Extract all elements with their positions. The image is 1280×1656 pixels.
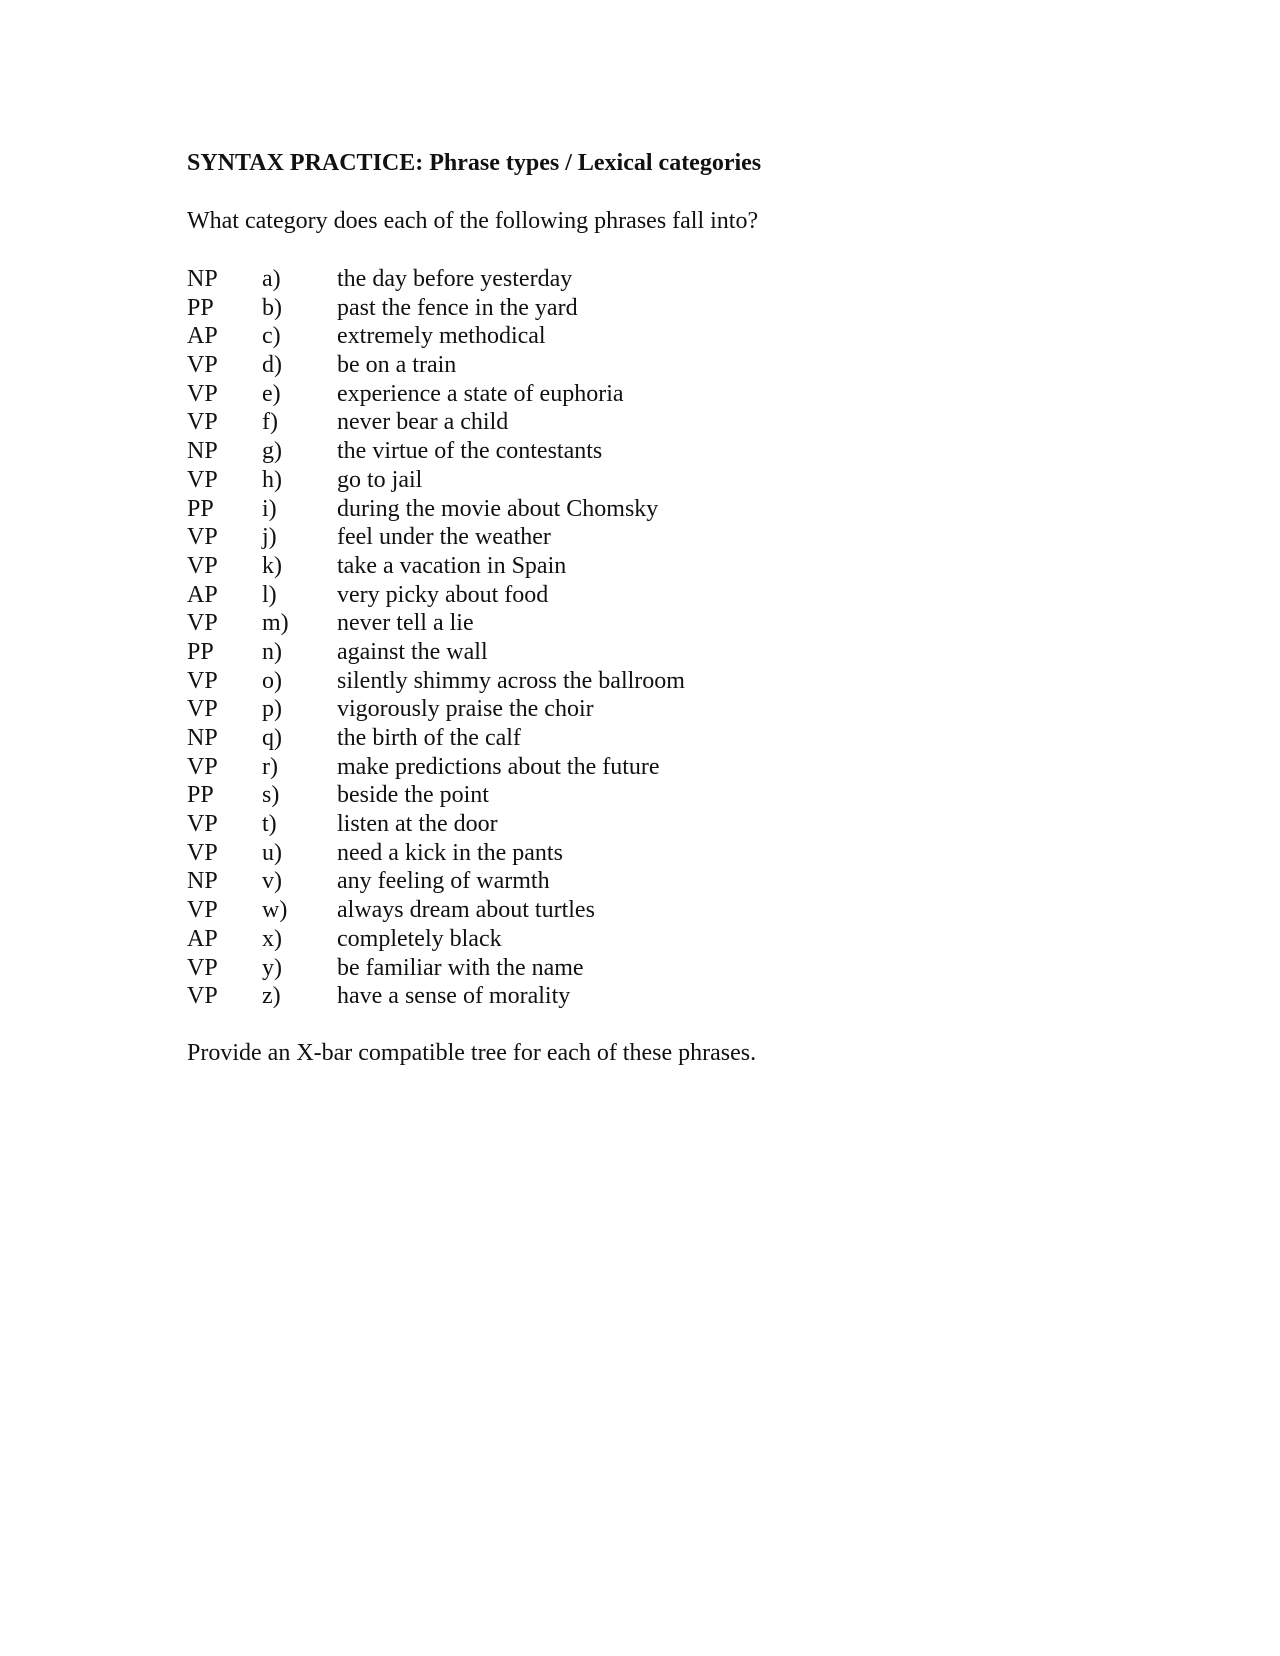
- list-item: [187, 351, 1087, 380]
- item-letter: g): [262, 438, 282, 465]
- category-label: AP: [187, 323, 218, 350]
- phrase-text: never bear a child: [337, 409, 509, 436]
- phrase-text: the birth of the calf: [337, 725, 521, 751]
- item-letter: d): [262, 352, 282, 379]
- item-letter: k): [262, 552, 282, 579]
- category-label: AP: [187, 925, 218, 952]
- phrase-text: during the movie about Chomsky: [337, 495, 659, 522]
- phrase-text: beside the point: [337, 782, 489, 809]
- list-item: [187, 724, 1087, 753]
- phrase-text: extremely methodical: [337, 323, 546, 350]
- phrase-text: always dream about turtles: [337, 897, 595, 924]
- phrase-text: never tell a lie: [337, 610, 474, 637]
- item-letter: v): [262, 868, 282, 895]
- category-label: VP: [187, 610, 218, 637]
- phrase-text: take a vacation in Spain: [337, 552, 567, 579]
- item-letter: p): [262, 696, 282, 723]
- instruction-text: Provide an X-bar compatible tree for each of these phrases.: [187, 1040, 757, 1066]
- item-letter: s): [262, 782, 280, 809]
- category-label: VP: [187, 897, 218, 924]
- phrase-text: any feeling of warmth: [337, 868, 550, 895]
- phrase-text: vigorously praise the choir: [337, 696, 594, 723]
- phrase-list: [187, 265, 1087, 1011]
- category-label: NP: [187, 438, 218, 465]
- item-letter: r): [262, 753, 278, 780]
- category-label: NP: [187, 868, 218, 895]
- category-label: VP: [187, 352, 218, 379]
- category-label: VP: [187, 466, 218, 493]
- category-label: PP: [187, 294, 214, 321]
- phrase-text: be on a train: [337, 352, 457, 379]
- phrase-text: against the wall: [337, 638, 488, 665]
- phrase-text: have a sense of morality: [337, 983, 571, 1010]
- list-item: [187, 667, 1087, 696]
- list-item: [187, 581, 1087, 610]
- item-letter: m): [262, 610, 289, 637]
- phrase-text: the day before yesterday: [337, 266, 573, 292]
- list-item: [187, 867, 1087, 896]
- category-label: VP: [187, 380, 218, 407]
- phrase-text: make predictions about the future: [337, 753, 660, 780]
- item-letter: z): [262, 983, 281, 1010]
- list-item: [187, 265, 1087, 294]
- item-letter: f): [262, 409, 278, 436]
- list-item: [187, 552, 1087, 581]
- list-item: [187, 495, 1087, 524]
- item-letter: x): [262, 925, 282, 952]
- category-label: VP: [187, 696, 218, 723]
- list-item: [187, 466, 1087, 495]
- phrase-text: need a kick in the pants: [337, 839, 563, 866]
- category-label: VP: [187, 753, 218, 780]
- phrase-text: past the fence in the yard: [337, 294, 578, 321]
- list-item: [187, 753, 1087, 782]
- list-item: [187, 380, 1087, 409]
- phrase-text: silently shimmy across the ballroom: [337, 667, 685, 694]
- list-item: [187, 810, 1087, 839]
- list-item: [187, 781, 1087, 810]
- list-item: [187, 523, 1087, 552]
- list-item: [187, 695, 1087, 724]
- item-letter: a): [262, 266, 281, 292]
- phrase-text: very picky about food: [337, 581, 549, 608]
- item-letter: i): [262, 495, 277, 522]
- item-letter: n): [262, 638, 282, 665]
- category-label: PP: [187, 638, 214, 665]
- category-label: PP: [187, 782, 214, 809]
- list-item: [187, 437, 1087, 466]
- category-label: PP: [187, 495, 214, 522]
- list-item: [187, 638, 1087, 667]
- phrase-text: the virtue of the contestants: [337, 438, 603, 465]
- category-label: VP: [187, 983, 218, 1010]
- item-letter: b): [262, 294, 282, 321]
- list-item: [187, 322, 1087, 351]
- category-label: NP: [187, 725, 218, 751]
- category-label: AP: [187, 581, 218, 608]
- item-letter: w): [262, 897, 288, 924]
- category-label: NP: [187, 266, 218, 292]
- list-item: [187, 609, 1087, 638]
- page-title: SYNTAX PRACTICE: Phrase types / Lexical categories: [187, 150, 762, 176]
- category-label: VP: [187, 552, 218, 579]
- list-item: [187, 925, 1087, 954]
- item-letter: t): [262, 811, 277, 838]
- category-label: VP: [187, 954, 218, 981]
- item-letter: h): [262, 466, 282, 493]
- item-letter: l): [262, 581, 277, 608]
- list-item: [187, 839, 1087, 868]
- list-item: [187, 896, 1087, 925]
- item-letter: q): [262, 725, 282, 751]
- item-letter: j): [262, 524, 277, 551]
- item-letter: y): [262, 954, 282, 981]
- category-label: VP: [187, 839, 218, 866]
- phrase-text: feel under the weather: [337, 524, 551, 551]
- list-item: [187, 954, 1087, 983]
- category-label: VP: [187, 524, 218, 551]
- phrase-text: listen at the door: [337, 811, 498, 838]
- category-label: VP: [187, 811, 218, 838]
- item-letter: c): [262, 323, 281, 350]
- list-item: [187, 408, 1087, 437]
- list-item: [187, 982, 1087, 1011]
- phrase-text: go to jail: [337, 466, 423, 493]
- phrase-text: completely black: [337, 925, 502, 952]
- item-letter: o): [262, 667, 282, 694]
- category-label: VP: [187, 667, 218, 694]
- phrase-text: experience a state of euphoria: [337, 380, 624, 407]
- item-letter: e): [262, 380, 281, 407]
- list-item: [187, 294, 1087, 323]
- phrase-text: be familiar with the name: [337, 954, 584, 981]
- question-text: What category does each of the following phrases fall into?: [187, 208, 759, 234]
- category-label: VP: [187, 409, 218, 436]
- item-letter: u): [262, 839, 282, 866]
